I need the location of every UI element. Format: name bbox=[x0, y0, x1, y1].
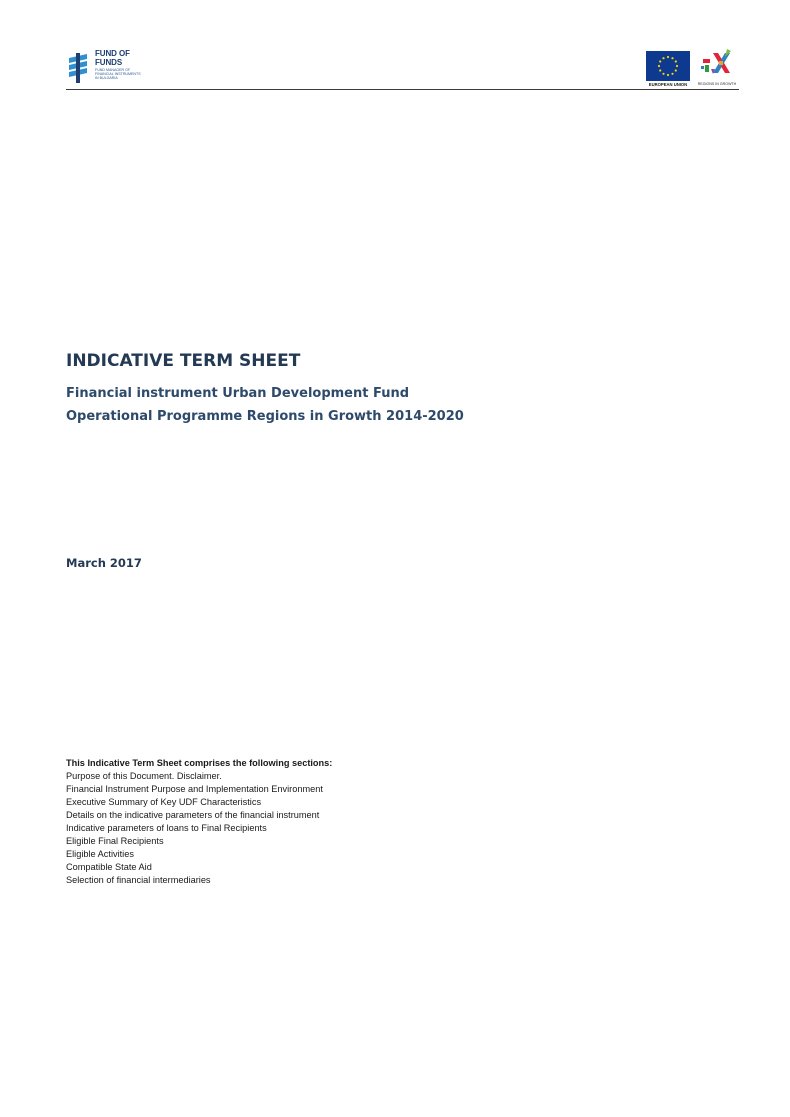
fund-name-line1: FUND OF bbox=[95, 49, 130, 58]
list-item: Purpose of this Document. Disclaimer. bbox=[66, 771, 222, 781]
list-item: Indicative parameters of loans to Final Recipients bbox=[66, 823, 267, 833]
eu-flag-icon bbox=[646, 51, 690, 81]
header-divider bbox=[66, 89, 739, 90]
regions-caption: REGIONS IN GROWTH bbox=[697, 82, 737, 86]
eu-logo bbox=[645, 51, 691, 87]
list-item: Eligible Final Recipients bbox=[66, 836, 164, 846]
document-date: March 2017 bbox=[66, 556, 142, 570]
list-item: Selection of financial intermediaries bbox=[66, 875, 211, 885]
subtitle-line-2: Operational Programme Regions in Growth 2014-2020 bbox=[66, 409, 464, 424]
fund-subtitle bbox=[95, 68, 151, 81]
fund-of-funds-mark-icon bbox=[66, 53, 90, 83]
regions-in-growth-mark-icon bbox=[697, 47, 737, 81]
list-item: Executive Summary of Key UDF Characteristics bbox=[66, 797, 262, 807]
list-item: Financial Instrument Purpose and Implementation Environment bbox=[66, 784, 323, 794]
list-item: Eligible Activities bbox=[66, 849, 134, 859]
fund-subtitle-line: FUND MANAGER OF bbox=[95, 68, 131, 72]
regions-in-growth-logo bbox=[694, 47, 740, 86]
list-item: Compatible State Aid bbox=[66, 862, 152, 872]
page-header bbox=[66, 44, 739, 90]
sections-list bbox=[66, 770, 332, 887]
fund-subtitle-line: IN BULGARIA bbox=[95, 76, 118, 81]
sections-overview bbox=[66, 757, 332, 887]
list-item: Details on the indicative parameters of the financial instrument bbox=[66, 810, 320, 820]
sections-intro: This Indicative Term Sheet comprises the following sections: bbox=[66, 758, 333, 768]
fund-subtitle-line: FINANCIAL INSTRUMENTS bbox=[95, 72, 141, 77]
fund-name-line2: FUNDS bbox=[95, 57, 123, 67]
subtitle-line-1: Financial instrument Urban Development Fund bbox=[66, 386, 410, 401]
eu-caption: EUROPEAN UNION bbox=[648, 82, 688, 87]
fund-of-funds-logo bbox=[66, 50, 151, 90]
page-title: INDICATIVE TERM SHEET bbox=[66, 351, 301, 371]
